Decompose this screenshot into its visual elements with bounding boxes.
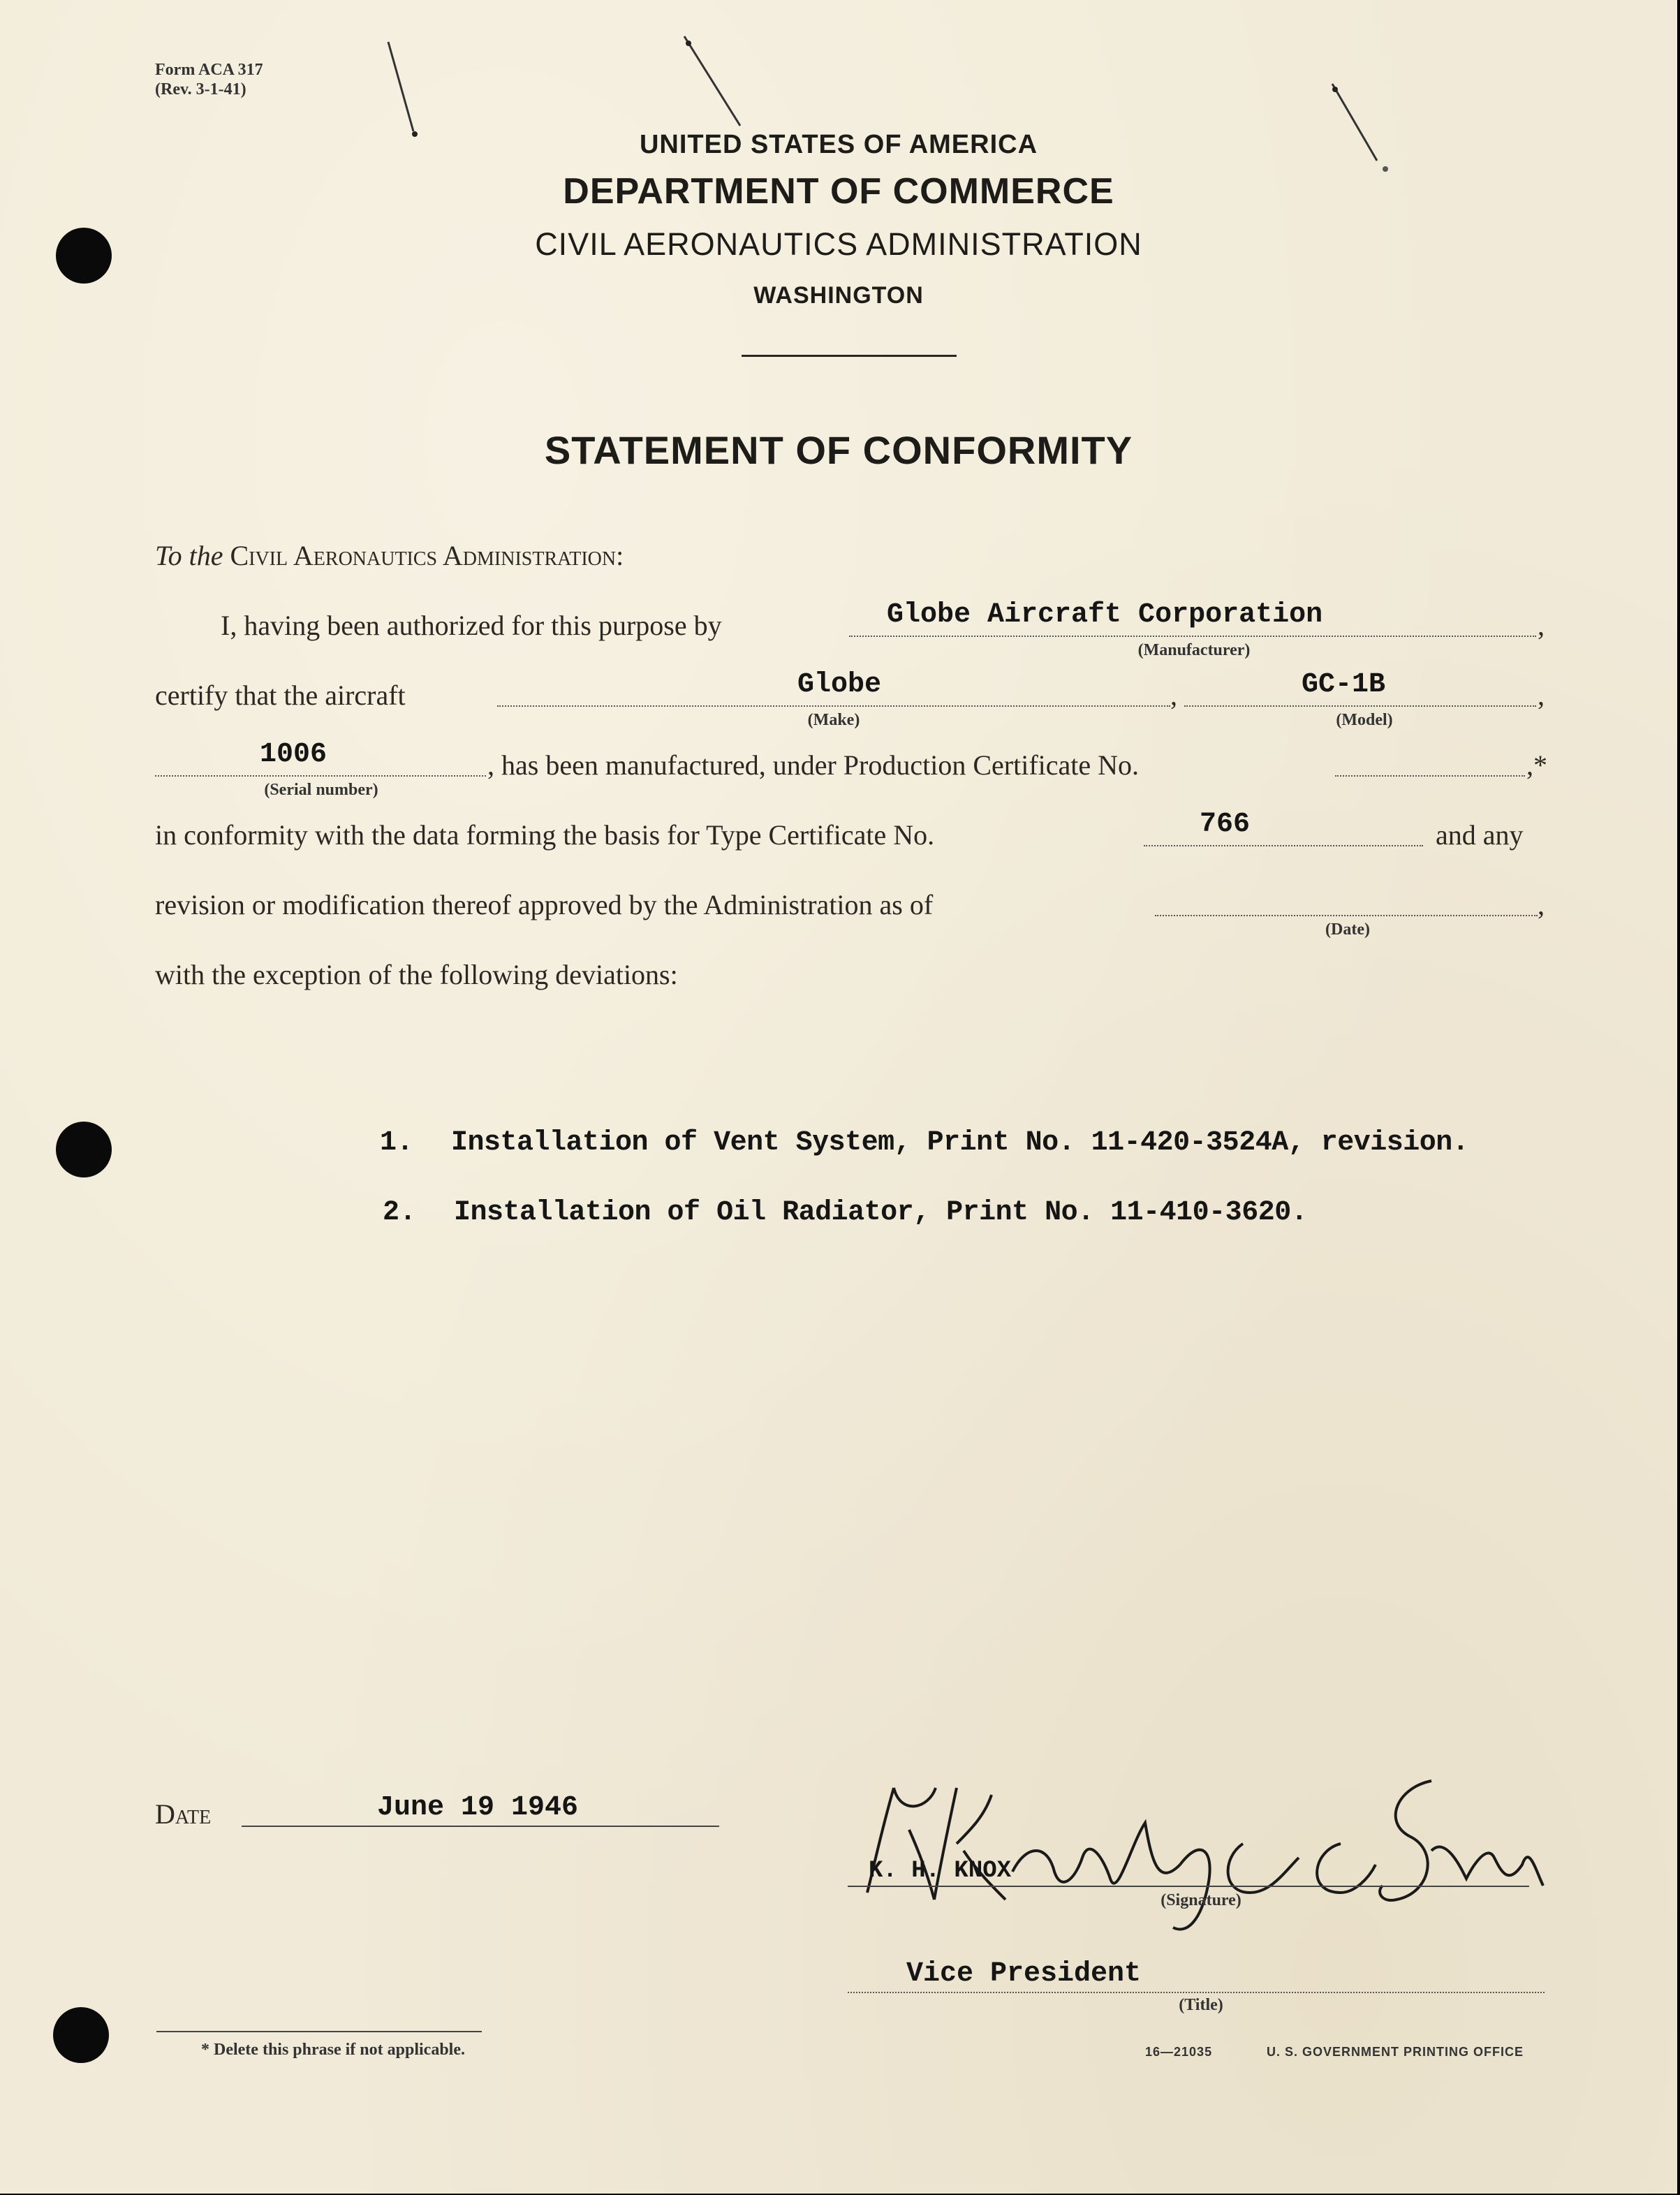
type-certificate-field-line	[1144, 845, 1423, 846]
header-administration: CIVIL AERONAUTICS ADMINISTRATION	[535, 226, 1142, 262]
salutation-colon: :	[616, 540, 624, 571]
form-revision: (Rev. 3-1-41)	[155, 80, 246, 98]
comma-2: ,	[1170, 680, 1177, 711]
body-line-1: I, having been authorized for this purpose by	[221, 610, 722, 641]
body-line-4-suffix: and any	[1436, 819, 1524, 851]
date-label: Date	[155, 1798, 212, 1830]
type-certificate-value: 766	[1200, 809, 1251, 840]
comma-1: ,	[1538, 610, 1545, 641]
deviation-1-number: 1.	[380, 1127, 414, 1159]
binder-hole-bottom	[53, 2007, 109, 2063]
manufacturer-field-line	[849, 636, 1536, 637]
serial-value: 1006	[260, 739, 327, 770]
header-rule	[742, 355, 957, 357]
deviation-2-number: 2.	[383, 1197, 417, 1228]
make-field-line	[497, 705, 1170, 707]
footnote: * Delete this phrase if not applicable.	[201, 2041, 465, 2059]
salutation-to: To the	[155, 540, 223, 571]
header-country: UNITED STATES OF AMERICA	[639, 130, 1038, 159]
model-value: GC-1B	[1302, 669, 1386, 700]
approval-date-field-line	[1155, 915, 1538, 916]
handwritten-signature	[852, 1760, 1550, 1941]
make-caption: (Make)	[807, 711, 860, 729]
manufacturer-caption: (Manufacturer)	[1137, 641, 1251, 659]
salutation	[155, 539, 624, 572]
binder-hole-middle	[56, 1122, 112, 1177]
model-caption: (Model)	[1336, 711, 1393, 729]
serial-caption: (Serial number)	[264, 781, 378, 799]
manufacturer-value: Globe Aircraft Corporation	[887, 599, 1323, 631]
approval-date-caption: (Date)	[1325, 920, 1370, 939]
printer-credit: U. S. GOVERNMENT PRINTING OFFICE	[1267, 2045, 1524, 2059]
deviation-2-text: Installation of Oil Radiator, Print No. 11-410-3620.	[454, 1197, 1308, 1228]
signer-title: Vice President	[906, 1958, 1142, 1990]
header-city: WASHINGTON	[753, 282, 924, 309]
form-number: Form ACA 317	[155, 61, 263, 79]
body-line-3: , has been manufactured, under Production Certificate No.	[487, 749, 1140, 781]
page-title: STATEMENT OF CONFORMITY	[544, 428, 1133, 472]
serial-field-line	[155, 775, 486, 777]
comma-3: ,	[1538, 680, 1545, 711]
date-value: June 19 1946	[377, 1792, 579, 1823]
production-certificate-field-line	[1335, 775, 1525, 777]
comma-asterisk: ,*	[1526, 749, 1547, 781]
title-field-line	[848, 1992, 1545, 1993]
date-field-line	[242, 1826, 719, 1827]
signature-caption: (Signature)	[1160, 1891, 1241, 1909]
make-value: Globe	[797, 669, 882, 700]
body-line-2: certify that the aircraft	[155, 680, 406, 711]
model-field-line	[1184, 705, 1536, 707]
footnote-rule	[156, 2031, 482, 2032]
title-caption: (Title)	[1179, 1996, 1223, 2014]
salutation-agency: Civil Aeronautics Administration	[230, 540, 617, 571]
body-line-5: revision or modification thereof approved by the Administration as of	[155, 889, 934, 920]
print-code: 16—21035	[1145, 2045, 1213, 2059]
comma-5: ,	[1538, 889, 1545, 920]
signer-name: K. H. KNOX	[869, 1858, 1012, 1884]
body-line-6: with the exception of the following deviations:	[155, 959, 678, 990]
body-line-4: in conformity with the data forming the basis for Type Certificate No.	[155, 819, 935, 851]
header-department: DEPARTMENT OF COMMERCE	[563, 171, 1114, 212]
signature-field-line	[848, 1886, 1529, 1887]
deviation-1-text: Installation of Vent System, Print No. 11-420-3524A, revision.	[451, 1127, 1469, 1159]
